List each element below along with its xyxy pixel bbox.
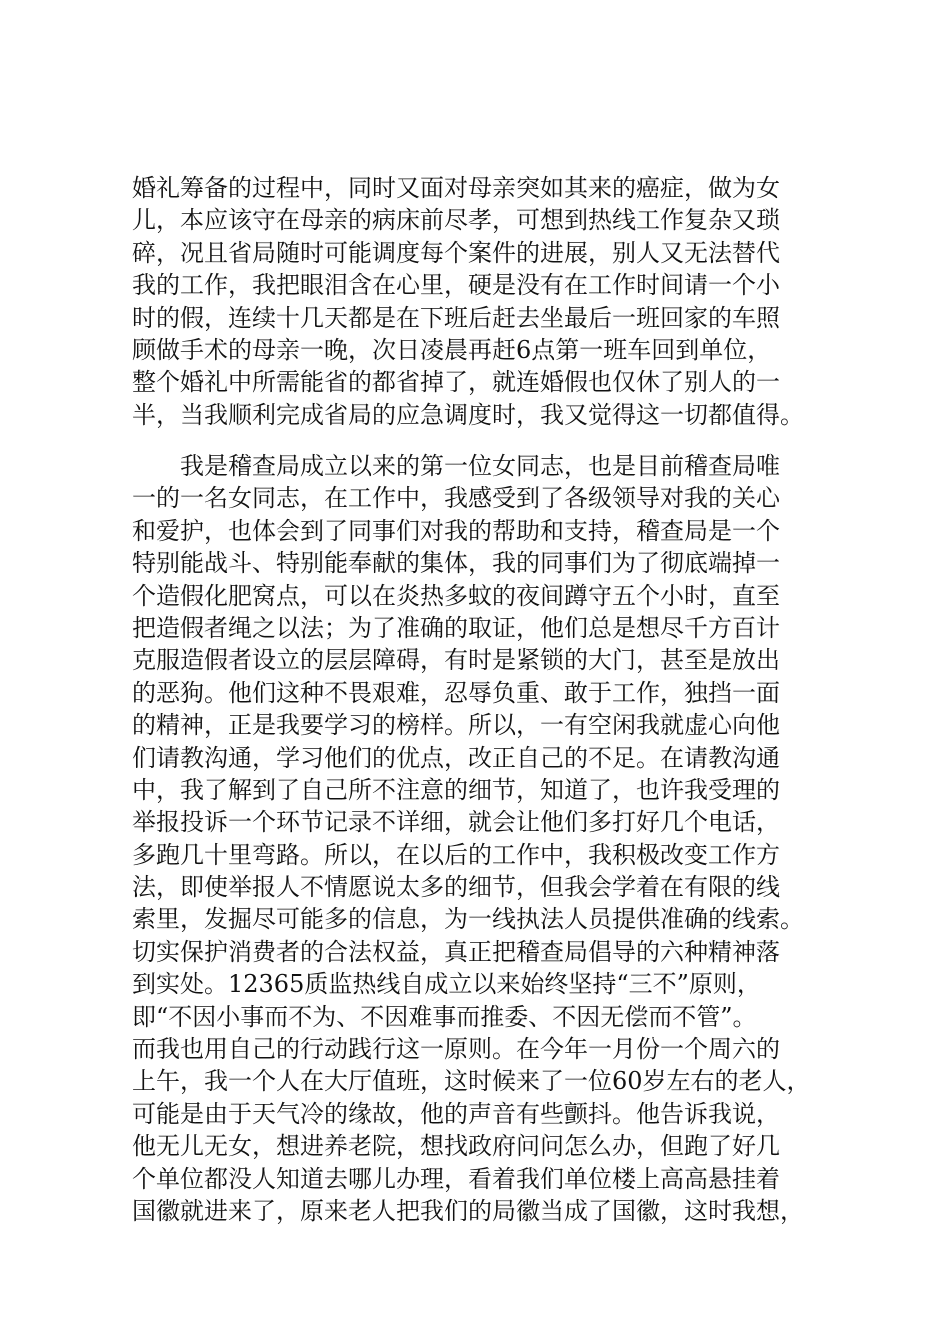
text-line: 到实处。12365质监热线自成立以来始终坚持“三不”原则，: [132, 970, 761, 999]
text-line: 克服造假者设立的层层障碍，有时是紧锁的大门，甚至是放出: [132, 646, 780, 675]
text-line: 个造假化肥窝点，可以在炎热多蚊的夜间蹲守五个小时，直至: [132, 581, 780, 610]
text-line: 索里，发掘尽可能多的信息，为一线执法人员提供准确的线索。: [132, 905, 804, 934]
paragraph-1: [132, 172, 852, 431]
text-line: 法，即使举报人不情愿说太多的细节，但我会学着在有限的线: [132, 873, 780, 902]
text-line: 国徽就进来了，原来老人把我们的局徽当成了国徽，这时我想，: [132, 1196, 804, 1225]
text-line: 们请教沟通，学习他们的优点，改正自己的不足。在请教沟通: [132, 743, 780, 772]
text-line: 切实保护消费者的合法权益，真正把稽查局倡导的六种精神落: [132, 937, 780, 966]
text-line: 特别能战斗、特别能奉献的集体，我的同事们为了彻底端掉一: [132, 549, 780, 578]
text-line: 整个婚礼中所需能省的都省掉了，就连婚假也仅休了别人的一: [132, 368, 780, 397]
text-line: 儿，本应该守在母亲的病床前尽孝，可想到热线工作复杂又琐: [132, 206, 780, 235]
text-line: 的精神，正是我要学习的榜样。所以，一有空闲我就虚心向他: [132, 711, 780, 740]
paragraph-2: [132, 450, 852, 1227]
text-line: 多跑几十里弯路。所以，在以后的工作中，我积极改变工作方: [132, 840, 780, 869]
text-line: 而我也用自己的行动践行这一原则。在今年一月份一个周六的: [132, 1035, 780, 1064]
text-line: 把造假者绳之以法；为了准确的取证，他们总是想尽千方百计: [132, 613, 780, 642]
text-line: 我的工作，我把眼泪含在心里，硬是没有在工作时间请一个小: [132, 271, 780, 300]
text-line: 即“不因小事而不为、不因难事而推委、不因无偿而不管”。: [132, 1002, 757, 1031]
text-line: 举报投诉一个环节记录不详细，就会让他们多打好几个电话，: [132, 808, 780, 837]
text-line: 的恶狗。他们这种不畏艰难，忍辱负重、敢于工作，独挡一面: [132, 678, 780, 707]
text-line: 碎，况且省局随时可能调度每个案件的进展，别人又无法替代: [132, 238, 780, 267]
text-line: 一的一名女同志，在工作中，我感受到了各级领导对我的关心: [132, 484, 780, 513]
text-line: 我是稽查局成立以来的第一位女同志，也是目前稽查局唯: [132, 452, 780, 480]
text-line: 半，当我顺利完成省局的应急调度时，我又觉得这一切都值得。: [132, 400, 804, 429]
text-line: 顾做手术的母亲一晚，次日凌晨再赶6点第一班车回到单位，: [132, 335, 772, 364]
text-line: 可能是由于天气冷的缘故，他的声音有些颤抖。他告诉我说，: [132, 1099, 780, 1128]
text-line: 和爱护，也体会到了同事们对我的帮助和支持，稽查局是一个: [132, 516, 780, 545]
text-line: 中，我了解到了自己所不注意的细节，知道了，也许我受理的: [132, 775, 780, 804]
text-line: 上午，我一个人在大厅值班，这时候来了一位60岁左右的老人，: [132, 1067, 811, 1096]
text-line: 个单位都没人知道去哪儿办理，看着我们单位楼上高高悬挂着: [132, 1164, 780, 1193]
text-line: 婚礼筹备的过程中，同时又面对母亲突如其来的癌症，做为女: [132, 174, 780, 202]
text-line: 时的假，连续十几天都是在下班后赶去坐最后一班回家的车照: [132, 303, 780, 332]
text-line: 他无儿无女，想进养老院，想找政府问问怎么办，但跑了好几: [132, 1132, 780, 1161]
